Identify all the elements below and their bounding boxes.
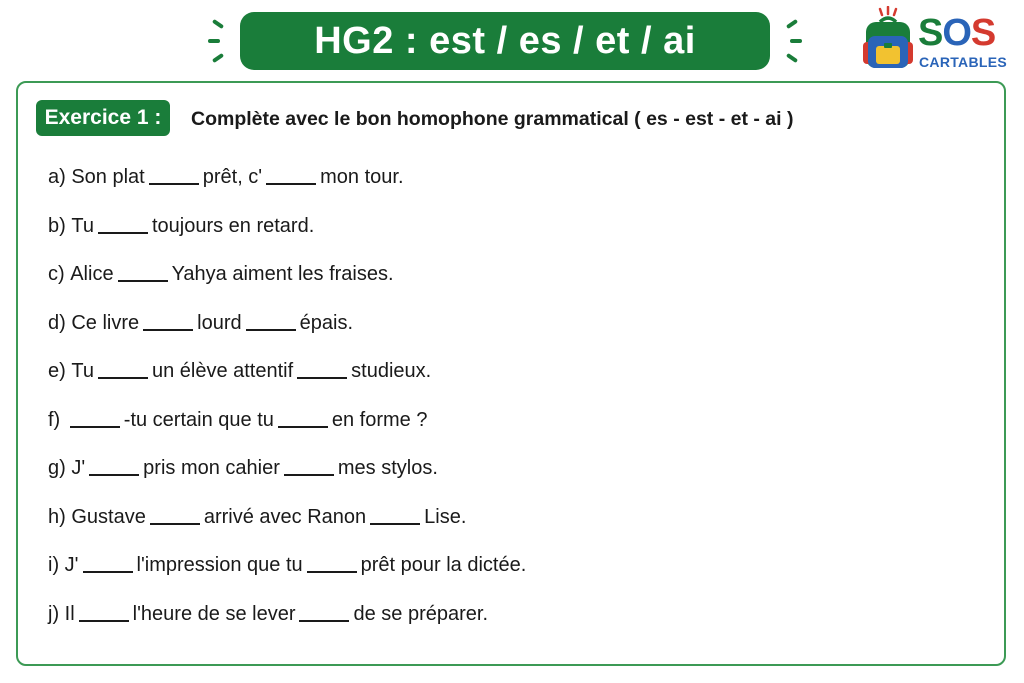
item-label: c)	[48, 263, 71, 285]
exercise-instruction: Complète avec le bon homophone grammatical ( es - est - et - ai )	[191, 108, 794, 130]
answer-blank[interactable]	[370, 522, 420, 525]
answer-blank[interactable]	[98, 231, 148, 234]
answer-blank[interactable]	[89, 473, 139, 476]
exercise-sentence	[48, 263, 394, 286]
sentence-fragment: l'impression que tu	[136, 554, 303, 576]
item-label: e)	[48, 360, 72, 382]
sentence-fragment: Tu	[71, 360, 94, 382]
sentence-fragment: un élève attentif	[151, 360, 294, 382]
decor-dash	[208, 39, 220, 43]
sentence-fragment: Il	[64, 602, 75, 625]
sentence-fragment: toujours en retard.	[151, 214, 315, 237]
exercise-item	[48, 506, 526, 555]
exercise-sentence	[48, 554, 526, 577]
sentence-fragment: -tu certain que tu	[123, 408, 274, 431]
decor-dash	[212, 19, 224, 29]
sos-cartables-logo	[860, 6, 1010, 72]
sentence-fragment: Son plat	[71, 166, 145, 188]
sentence-fragment: Lise.	[424, 505, 467, 528]
exercise-sentence	[48, 166, 404, 189]
sentence-fragment: prêt, c'	[202, 166, 263, 188]
sentence-fragment: Yahya aiment les fraises.	[171, 263, 394, 285]
exercise-sentence	[48, 409, 427, 432]
sentence-fragment: épais.	[299, 311, 353, 334]
logo-letter: O	[942, 12, 971, 54]
item-label: g)	[48, 457, 72, 479]
item-label: a)	[48, 166, 72, 188]
sentence-fragment: mes stylos.	[337, 457, 438, 479]
exercise-sentence	[48, 603, 488, 626]
exercise-item	[48, 457, 526, 506]
answer-blank[interactable]	[143, 328, 193, 331]
title-banner	[240, 12, 770, 70]
answer-blank[interactable]	[246, 328, 296, 331]
sentence-fragment: en forme ?	[331, 408, 428, 431]
item-label: b)	[48, 214, 72, 237]
answer-blank[interactable]	[266, 182, 316, 185]
logo-subtitle: CARTABLES	[919, 54, 1007, 70]
exercise-item	[48, 554, 526, 603]
exercise-sentence	[48, 312, 353, 335]
sentence-fragment: mon tour.	[320, 166, 404, 188]
item-label: j)	[48, 602, 65, 625]
item-label: h)	[48, 505, 72, 528]
exercise-sentence	[48, 457, 438, 480]
answer-blank[interactable]	[149, 182, 199, 185]
answer-blank[interactable]	[278, 425, 328, 428]
exercise-sentence	[48, 506, 466, 529]
sentence-fragment: l'heure de se lever	[132, 602, 296, 625]
item-label: d)	[48, 311, 72, 334]
exercise-item	[48, 215, 526, 264]
decor-dash	[786, 19, 798, 29]
answer-blank[interactable]	[284, 473, 334, 476]
decor-dash	[212, 53, 224, 63]
decor-dash	[790, 39, 802, 43]
sentence-fragment: Alice	[70, 263, 114, 285]
sentence-fragment: pris mon cahier	[143, 457, 280, 479]
exercise-item	[48, 166, 526, 215]
sentence-fragment: lourd	[197, 311, 242, 334]
sentence-fragment: Ce livre	[71, 311, 140, 334]
sentence-fragment: prêt pour la dictée.	[360, 554, 527, 576]
sentence-fragment: studieux.	[351, 360, 432, 382]
answer-blank[interactable]	[98, 376, 148, 379]
exercise-sentence	[48, 360, 431, 383]
answer-blank[interactable]	[297, 376, 347, 379]
answer-blank[interactable]	[83, 570, 133, 573]
exercise-sentence	[48, 215, 314, 238]
item-label: i)	[48, 554, 65, 576]
decor-dash	[786, 53, 798, 63]
logo-letter: S	[918, 12, 943, 54]
answer-blank[interactable]	[307, 570, 357, 573]
sentence-fragment: Tu	[71, 214, 94, 237]
backpack-icon	[860, 6, 916, 72]
answer-blank[interactable]	[79, 619, 129, 622]
answer-blank[interactable]	[150, 522, 200, 525]
exercise-item	[48, 603, 526, 652]
logo-letter: S	[970, 12, 996, 54]
sentence-fragment: J'	[64, 554, 79, 576]
exercise-badge: Exercice 1 :	[36, 100, 170, 136]
answer-blank[interactable]	[118, 279, 168, 282]
sentence-fragment: de se préparer.	[353, 602, 489, 625]
exercise-item	[48, 312, 526, 361]
answer-blank[interactable]	[299, 619, 349, 622]
exercise-item	[48, 263, 526, 312]
sentence-fragment: J'	[71, 457, 86, 479]
sentence-fragment: arrivé avec Ranon	[203, 505, 367, 528]
exercise-list	[48, 166, 526, 651]
page-title: HG2 : est / es / et / ai	[314, 19, 696, 62]
exercise-item	[48, 360, 526, 409]
sentence-fragment: Gustave	[71, 505, 146, 528]
item-label: f)	[48, 408, 66, 431]
answer-blank[interactable]	[70, 425, 120, 428]
logo-wordmark	[918, 12, 995, 55]
exercise-item	[48, 409, 526, 458]
